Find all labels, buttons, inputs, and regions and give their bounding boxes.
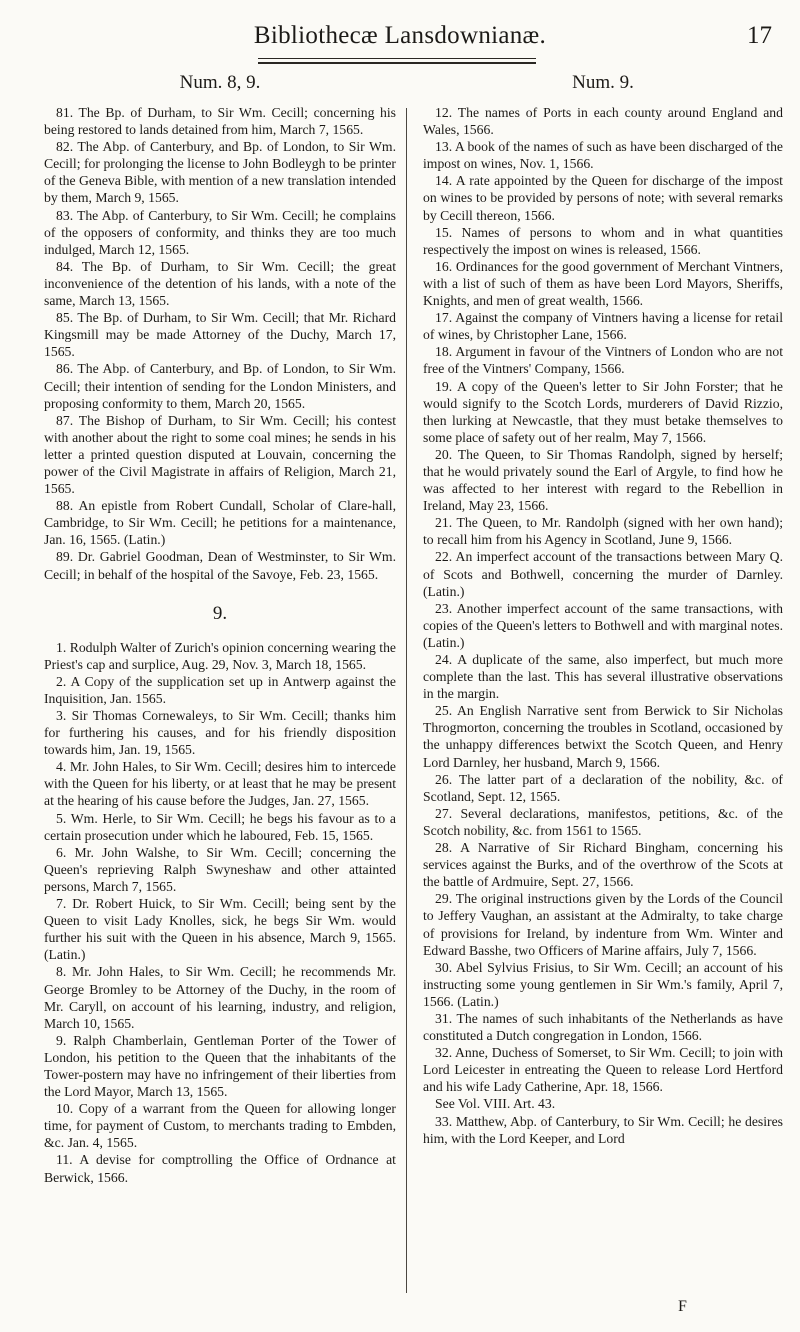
- catalogue-entry: 27. Several declarations, manifestos, petitions, &c. of the Scotch nobility, &c. from 1561 to 1565.: [423, 805, 783, 838]
- catalogue-entry: 11. A devise for comptrolling the Office of Ordnance at Berwick, 1566.: [44, 1152, 396, 1185]
- catalogue-entry: 87. The Bishop of Durham, to Sir Wm. Cecill; his contest with another about the right to some coal mines; he sends in his letter a printed question disputed at Louvain, concerning the power of the Civil Magistrate in affairs of Religion, March 21, 1565.: [44, 412, 396, 497]
- catalogue-entry: 29. The original instructions given by the Lords of the Council to Jeffery Vaughan, an assistant at the Admiralty, to take charge of provisions for Ireland, by indenture from Wm. Winter and Edward Basshe, two Officers of Marine affairs, July 7, 1566.: [423, 891, 783, 958]
- running-head: Bibliothecæ Lansdownianæ.: [253, 22, 547, 49]
- catalogue-entry: 12. The names of Ports in each county around England and Wales, 1566.: [423, 105, 783, 138]
- catalogue-entry: 8. Mr. John Hales, to Sir Wm. Cecill; he recommends Mr. George Bromley to be Attorney of the Duchy, in the room of Mr. Caryll, on account of his learning, industry, and religion, March 10, 1565.: [44, 964, 396, 1031]
- catalogue-entry: 32. Anne, Duchess of Somerset, to Sir Wm. Cecill; to join with Lord Leicester in entreating the Queen to release Lord Hertford and his wife Lady Catherine, Apr. 18, 1566.: [423, 1045, 783, 1095]
- catalogue-entry: 5. Wm. Herle, to Sir Wm. Cecill; he begs his favour as to a certain prosecution under which he laboured, Feb. 15, 1565.: [44, 810, 396, 843]
- catalogue-entry: 83. The Abp. of Canterbury, to Sir Wm. Cecill; he complains of the opposers of conformity, and thinks they are too much indulged, March 12, 1565.: [44, 207, 396, 257]
- catalogue-entry: 18. Argument in favour of the Vintners of London who are not free of the Vintners' Company, 1566.: [423, 344, 783, 377]
- right-column: [423, 70, 783, 1147]
- catalogue-entry: 30. Abel Sylvius Frisius, to Sir Wm. Cecill; an account of his instructing some young gentlemen in Sir Wm.'s family, April 7, 1566. (Latin.): [423, 959, 783, 1009]
- signature-mark: F: [678, 1298, 687, 1315]
- catalogue-entry: 84. The Bp. of Durham, to Sir Wm. Cecill; the great inconvenience of the detention of his lands, with a note of the same, March 13, 1565.: [44, 258, 396, 309]
- left-column: [44, 70, 396, 1186]
- catalogue-entry: 10. Copy of a warrant from the Queen for allowing longer time, for payment of Custom, to merchants trading to Embden, &c. Jan. 4, 1565.: [44, 1101, 396, 1151]
- catalogue-entry: 89. Dr. Gabriel Goodman, Dean of Westminster, to Sir Wm. Cecill; in behalf of the hospital of the Savoye, Feb. 23, 1565.: [44, 549, 396, 582]
- catalogue-entry: 2. A Copy of the supplication set up in Antwerp against the Inquisition, Jan. 1565.: [44, 673, 396, 706]
- catalogue-entry: 81. The Bp. of Durham, to Sir Wm. Cecill; concerning his being restored to lands detained from him, March 7, 1565.: [44, 105, 396, 138]
- catalogue-entry: 3. Sir Thomas Cornewaleys, to Sir Wm. Cecill; thanks him for furthering his causes, and for his friendly disposition towards him, Jan. 19, 1565.: [44, 708, 396, 758]
- catalogue-entry: 85. The Bp. of Durham, to Sir Wm. Cecill; that Mr. Richard Kingsmill may be made Attorney of the Duchy, March 17, 1565.: [44, 310, 396, 360]
- header-rule-thick: [258, 62, 536, 64]
- catalogue-entry: 28. A Narrative of Sir Richard Bingham, concerning his services against the Burks, and of the overthrow of the Scots at the battle of Ardmuire, Sept. 27, 1566.: [423, 840, 783, 890]
- catalogue-entry: 26. The latter part of a declaration of the nobility, &c. of Scotland, Sept. 12, 1565.: [423, 771, 783, 804]
- catalogue-entry: 1. Rodulph Walter of Zurich's opinion concerning wearing the Priest's cap and surplice, Aug. 29, Nov. 3, March 18, 1565.: [44, 639, 396, 672]
- page-number: 17: [747, 22, 772, 49]
- catalogue-entry: 31. The names of such inhabitants of the Netherlands as have constituted a Dutch congregation in London, 1566.: [423, 1010, 783, 1044]
- catalogue-entry: 9. Ralph Chamberlain, Gentleman Porter of the Tower of London, his petition to the Queen that the inhabitants of the Tower-postern may have no infringement of their liberties from the Lord Mayor, March 13, 1565.: [44, 1032, 396, 1100]
- catalogue-entry: 22. An imperfect account of the transactions between Mary Q. of Scots and Bothwell, concerning the murder of Darnley. (Latin.): [423, 549, 783, 599]
- catalogue-entry: 25. An English Narrative sent from Berwick to Sir Nicholas Throgmorton, concerning the troubles in Scotland, occasioned by the unhappy differences betwixt the Scotch Queen, and Henry Lord Darnley, her husband, March 9, 1566.: [423, 703, 783, 770]
- column-heading: Num. 9.: [572, 72, 634, 93]
- catalogue-entry: 7. Dr. Robert Huick, to Sir Wm. Cecill; being sent by the Queen to visit Lady Knolles, sick, he begs Sir Wm. would further his suit with the Queen in his absence, March 9, 1565. (Latin.): [44, 896, 396, 963]
- catalogue-entry: 6. Mr. John Walshe, to Sir Wm. Cecill; concerning the Queen's reprieving Ralph Swyneshaw and other attainted persons, March 7, 1565.: [44, 844, 396, 894]
- catalogue-entry: 15. Names of persons to whom and in what quantities respectively the impost on wines is released, 1566.: [423, 224, 783, 257]
- catalogue-entry: 21. The Queen, to Mr. Randolph (signed with her own hand); to recall him from his Agency in Scotland, June 9, 1566.: [423, 515, 783, 548]
- entry-list: [423, 104, 783, 1147]
- catalogue-entry: 4. Mr. John Hales, to Sir Wm. Cecill; desires him to intercede with the Queen for his liberty, or at least that he may be present at the hearing of his cause before the Judges, Jan. 27, 1565.: [44, 759, 396, 809]
- section-heading: 9.: [212, 602, 228, 624]
- catalogue-entry: 17. Against the company of Vintners having a license for retail of wines, by Christopher Lane, 1566.: [423, 310, 783, 343]
- catalogue-entry: 86. The Abp. of Canterbury, and Bp. of London, to Sir Wm. Cecill; their intention of sending for the London Ministers, and proposing conformity to them, March 20, 1565.: [44, 361, 396, 411]
- header-rule: [258, 58, 536, 59]
- catalogue-entry: 13. A book of the names of such as have been discharged of the impost on wines, Nov. 1, 1566.: [423, 139, 783, 172]
- catalogue-entry: 14. A rate appointed by the Queen for discharge of the impost on wines to be provided by persons of note; with several remarks by Cecill thereon, 1566.: [423, 173, 783, 223]
- column-heading: Num. 8, 9.: [179, 72, 261, 93]
- catalogue-entry: 16. Ordinances for the good government of Merchant Vintners, with a list of such of them as have been Lord Mayors, Sheriffs, Knights, and men of great wealth, 1566.: [423, 258, 783, 309]
- catalogue-entry: See Vol. VIII. Art. 43.: [435, 1096, 556, 1112]
- catalogue-entry: 20. The Queen, to Sir Thomas Randolph, signed by herself; that he would privately sound the Earl of Argyle, to find how he was affected to her interest with regard to the Rebellion in Ireland, May 23, 1566.: [423, 446, 783, 514]
- catalogue-entry: 82. The Abp. of Canterbury, and Bp. of London, to Sir Wm. Cecill; for prolonging the license to John Bodleygh to be printer of the Geneva Bible, with mention of a new translation intended by them, March 9, 1565.: [44, 139, 396, 206]
- column-divider: [406, 108, 407, 1293]
- catalogue-entry: 23. Another imperfect account of the same transactions, with copies of the Queen's letters to Bothwell and with marginal notes. (Latin.): [423, 600, 783, 650]
- section-entry-list: [44, 639, 396, 1186]
- catalogue-entry: 19. A copy of the Queen's letter to Sir John Forster; that he would signify to the Scotch Lords, murderers of David Rizzio, then lurking at Newcastle, that they must betake themselves to some place of safety out of her realm, May 7, 1566.: [423, 378, 783, 445]
- catalogue-entry: 24. A duplicate of the same, also imperfect, but much more complete than the last. This has several illustrative observations in the margin.: [423, 652, 783, 702]
- catalogue-entry: 88. An epistle from Robert Cundall, Scholar of Clare-hall, Cambridge, to Sir Wm. Cecill; he petitions for a maintenance, Jan. 16, 1565. (Latin.): [44, 498, 396, 548]
- entry-list: [44, 104, 396, 583]
- catalogue-entry: 33. Matthew, Abp. of Canterbury, to Sir Wm. Cecill; he desires him, with the Lord Keeper, and Lord: [423, 1113, 783, 1146]
